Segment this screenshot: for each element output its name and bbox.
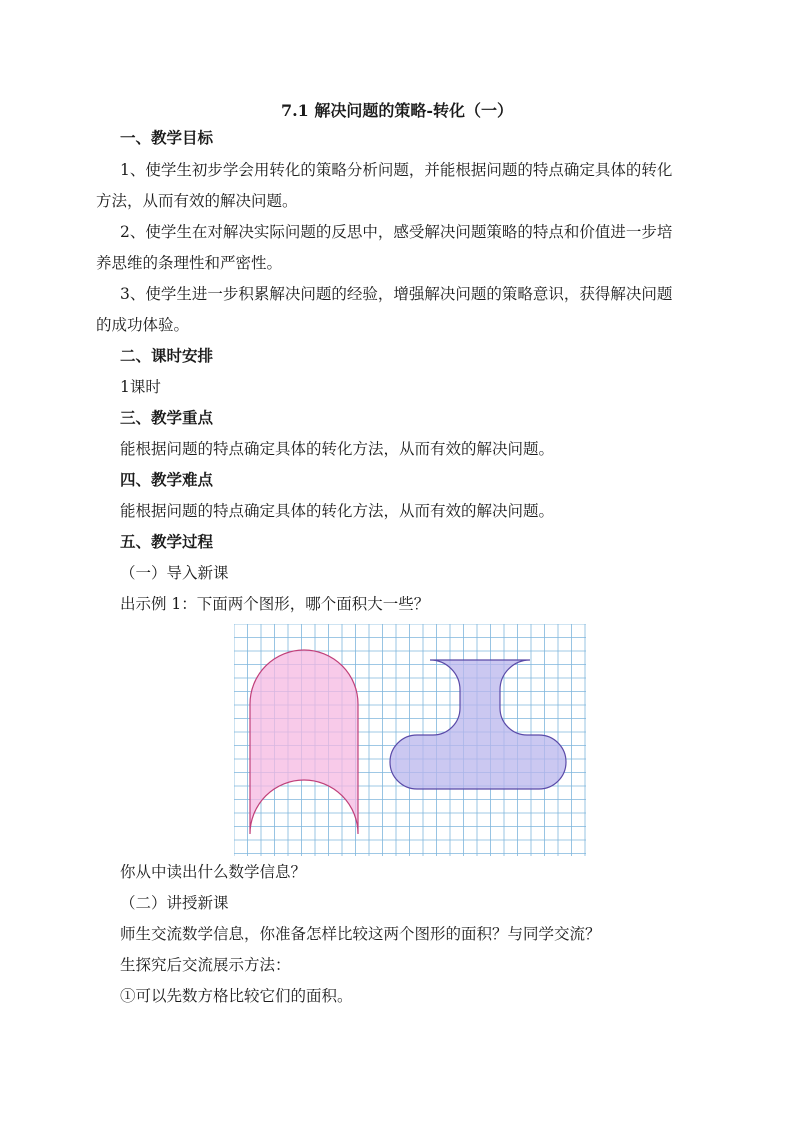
goal-3-line-2: 的成功体验。	[96, 316, 190, 334]
method-1-text: ①可以先数方格比较它们的面积。	[120, 987, 353, 1005]
section-heading-schedule: 二、课时安排	[120, 346, 214, 365]
key-point-text: 能根据问题的特点确定具体的转化方法，从而有效的解决问题。	[120, 440, 555, 458]
grid-figure-svg	[234, 624, 586, 856]
goal-2-line-1: 2、使学生在对解决实际问题的反思中，感受解决问题策略的特点和价值进一步培	[120, 223, 673, 241]
section-heading-difficulty: 四、教学难点	[120, 470, 214, 489]
section-heading-process: 五、教学过程	[120, 532, 214, 551]
schedule-text: 1课时	[120, 378, 161, 396]
goal-1-line-1: 1、使学生初步学会用转化的策略分析问题，并能根据问题的特点确定具体的转化	[120, 161, 673, 179]
section-heading-goals: 一、教学目标	[120, 128, 214, 147]
goal-2-line-2: 养思维的条理性和严密性。	[96, 254, 283, 272]
subsection-new-lesson: （二）讲授新课	[120, 894, 229, 912]
subsection-intro: （一）导入新课	[120, 564, 229, 582]
goal-3-line-1: 3、使学生进一步积累解决问题的经验，增强解决问题的策略意识，获得解决问题	[120, 285, 673, 303]
difficulty-text: 能根据问题的特点确定具体的转化方法，从而有效的解决问题。	[120, 502, 555, 520]
discussion-text: 师生交流数学信息，你准备怎样比较这两个图形的面积？与同学交流？	[120, 925, 601, 943]
example-prompt: 出示例 1：下面两个图形，哪个面积大一些？	[120, 595, 430, 613]
goal-1-line-2: 方法，从而有效的解决问题。	[96, 192, 298, 210]
exploration-text: 生探究后交流展示方法：	[120, 956, 291, 974]
example-figure	[234, 624, 586, 856]
question-text: 你从中读出什么数学信息？	[120, 863, 307, 881]
section-heading-key-point: 三、教学重点	[120, 408, 214, 427]
document-title: 7.1 解决问题的策略-转化（一）	[280, 101, 514, 120]
